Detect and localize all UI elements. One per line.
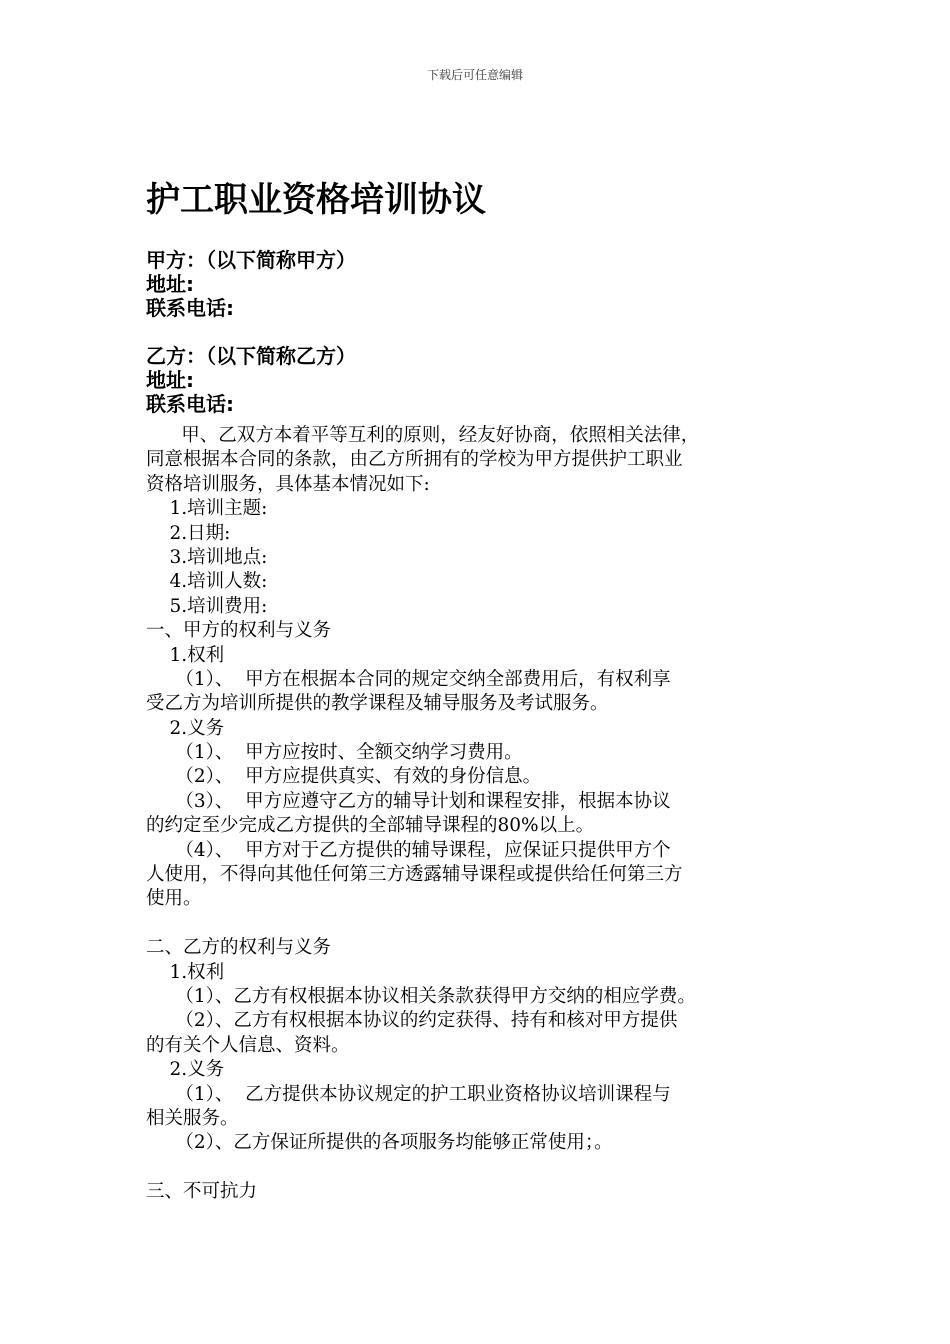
body-line: 人使用，不得向其他任何第三方透露辅导课程或提供给任何第三方	[146, 864, 683, 886]
body-line: （1）、乙方有权根据本协议相关条款获得甲方交纳的相应学费。	[146, 985, 696, 1007]
body-line: 4.培训人数:	[146, 571, 268, 593]
body-line: （1）、 甲方在根据本合同的规定交纳全部费用后，有权利享	[146, 668, 671, 690]
body-line: （2）、 甲方应提供真实、有效的身份信息。	[146, 766, 542, 788]
body-line: 2.日期:	[146, 522, 231, 544]
body-line: （1）、 乙方提供本协议规定的护工职业资格协议培训课程与	[146, 1083, 671, 1105]
body-line: 一、甲方的权利与义务	[146, 620, 332, 642]
page-header-note: 下载后可任意编辑	[426, 68, 523, 82]
body-line: 同意根据本合同的条款，由乙方所拥有的学校为甲方提供护工职业	[146, 449, 683, 471]
body-line: （2）、乙方有权根据本协议的约定获得、持有和核对甲方提供	[146, 1010, 678, 1032]
body-line: 甲、乙双方本着平等互利的原则，经友好协商，依照相关法律，	[146, 425, 700, 446]
party-b-address: 地址:	[146, 368, 194, 392]
body-line: 3.培训地点:	[146, 546, 268, 568]
body-line: 二、乙方的权利与义务	[146, 937, 332, 959]
body-line: 5.培训费用:	[146, 595, 268, 617]
body-line: （1）、 甲方应按时、全额交纳学习费用。	[146, 742, 523, 764]
party-a-name: 甲方：（以下简称甲方）	[146, 248, 356, 272]
document-title: 护工职业资格培训协议	[146, 180, 486, 220]
parties-spacer	[146, 320, 356, 344]
body-line: （2）、乙方保证所提供的各项服务均能够正常使用；。	[146, 1132, 613, 1154]
body-line: 1.培训主题:	[146, 498, 268, 520]
party-b-name: 乙方：（以下简称乙方）	[146, 344, 356, 368]
body-line: 1.权利	[146, 644, 225, 666]
body-line: 的约定至少完成乙方提供的全部辅导课程的80%以上。	[146, 815, 595, 837]
body-line: 2.义务	[146, 717, 225, 739]
agreement-body	[146, 424, 826, 1205]
body-line: （3）、 甲方应遵守乙方的辅导计划和课程安排，根据本协议	[146, 790, 671, 812]
party-a-address: 地址:	[146, 272, 194, 296]
blank-line	[146, 912, 826, 936]
body-line: 使用。	[146, 888, 202, 910]
body-line: 三、不可抗力	[146, 1181, 258, 1203]
party-b-phone: 联系电话:	[146, 392, 234, 416]
body-line: 1.权利	[146, 961, 225, 983]
body-line: 2.义务	[146, 1059, 225, 1081]
party-a-phone: 联系电话:	[146, 296, 234, 320]
parties-block	[146, 248, 356, 416]
body-line: 的有关个人信息、资料。	[146, 1034, 350, 1056]
blank-line	[146, 1156, 826, 1180]
body-line: 受乙方为培训所提供的教学课程及辅导服务及考试服务。	[146, 693, 609, 715]
body-line: 相关服务。	[146, 1107, 239, 1129]
body-line: 资格培训服务，具体基本情况如下:	[146, 473, 430, 495]
body-line: （4）、 甲方对于乙方提供的辅导课程，应保证只提供甲方个	[146, 839, 671, 861]
